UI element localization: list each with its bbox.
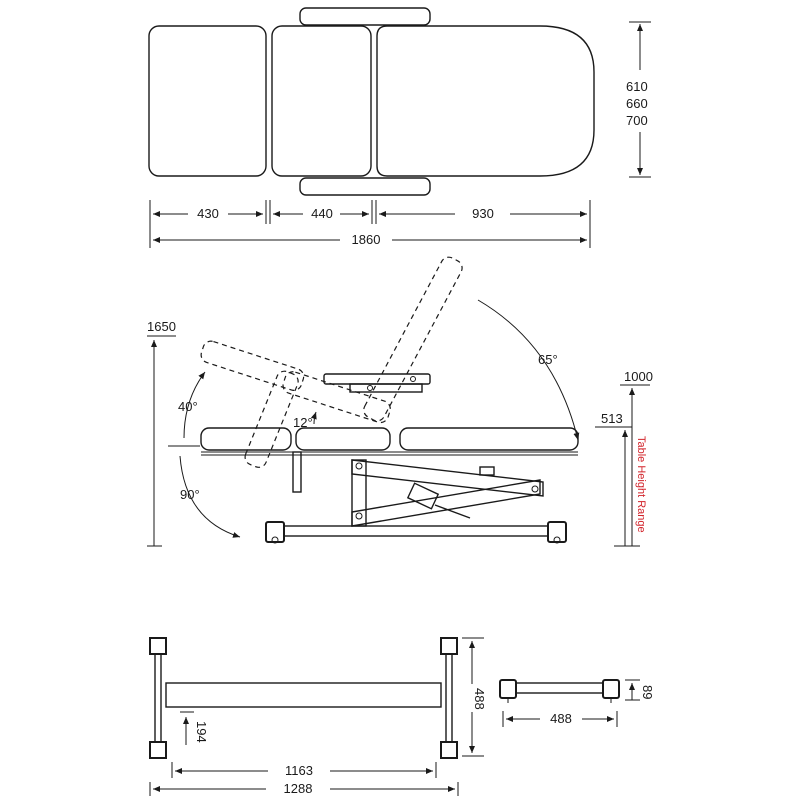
min-table-height-label: 513	[601, 411, 623, 426]
dashed-head-up	[199, 339, 306, 392]
base-foot-right	[603, 680, 619, 698]
actuator-mount	[480, 467, 494, 475]
top-width-label-1: 610	[626, 79, 648, 94]
pivot	[356, 463, 362, 469]
base-view	[500, 680, 655, 727]
lift-column	[352, 460, 366, 526]
armrest-bolt	[368, 386, 373, 391]
lower-height-label: 194	[194, 721, 209, 743]
back-cushion	[377, 26, 594, 176]
side-leg-cushion	[201, 428, 291, 450]
section-2-label: 440	[311, 206, 333, 221]
end-foot-top-right	[441, 638, 457, 654]
inner-width-label: 1163	[285, 763, 313, 778]
pivot	[356, 513, 362, 519]
side-seat-cushion	[296, 428, 390, 450]
section-3-label: 930	[472, 206, 494, 221]
leg-support-bracket	[293, 452, 301, 492]
base-foot-left	[500, 680, 516, 698]
end-foot-bottom-right	[441, 742, 457, 758]
side-armrest	[324, 374, 430, 384]
end-foot-top-left	[150, 638, 166, 654]
pivot	[532, 486, 538, 492]
top-view	[149, 8, 651, 248]
end-view	[150, 638, 487, 796]
leg-cushion	[149, 26, 266, 176]
base-wheel-right	[548, 522, 566, 542]
angle-seat-label: 12°	[293, 415, 313, 430]
table-height-range-label: Table Height Range	[635, 436, 647, 533]
max-table-height-label: 1000	[624, 369, 653, 384]
side-back-cushion	[400, 428, 578, 450]
bottom-armrest	[300, 178, 430, 195]
top-width-label-3: 700	[626, 113, 648, 128]
base-height-label: 89	[640, 685, 655, 700]
max-height-label: 1650	[147, 319, 176, 334]
armrest-bolt	[411, 377, 416, 382]
backrest-angle-arc	[478, 300, 578, 440]
angle-leg-up-label: 40°	[178, 399, 198, 414]
upper-scissor-arm	[352, 460, 543, 496]
end-foot-bottom-left	[150, 742, 166, 758]
side-view	[147, 254, 653, 546]
top-width-label-2: 660	[626, 96, 648, 111]
end-height-label: 488	[472, 688, 487, 710]
seat-cushion	[272, 26, 371, 176]
section-1-label: 430	[197, 206, 219, 221]
seat-angle-arc	[314, 412, 316, 424]
total-length-label: 1860	[351, 232, 381, 247]
lower-scissor-arm	[352, 480, 540, 526]
actuator-motor	[408, 483, 438, 508]
end-crossbar	[166, 683, 441, 707]
angle-leg-down-label: 90°	[180, 487, 200, 502]
base-bar	[266, 526, 566, 536]
armrest-bracket	[350, 384, 422, 392]
base-width-label: 488	[550, 711, 572, 726]
outer-width-label: 1288	[283, 781, 313, 796]
base-rail	[516, 683, 603, 693]
top-armrest	[300, 8, 430, 25]
angle-backrest-label: 65°	[538, 352, 558, 367]
base-wheel-left	[266, 522, 284, 542]
